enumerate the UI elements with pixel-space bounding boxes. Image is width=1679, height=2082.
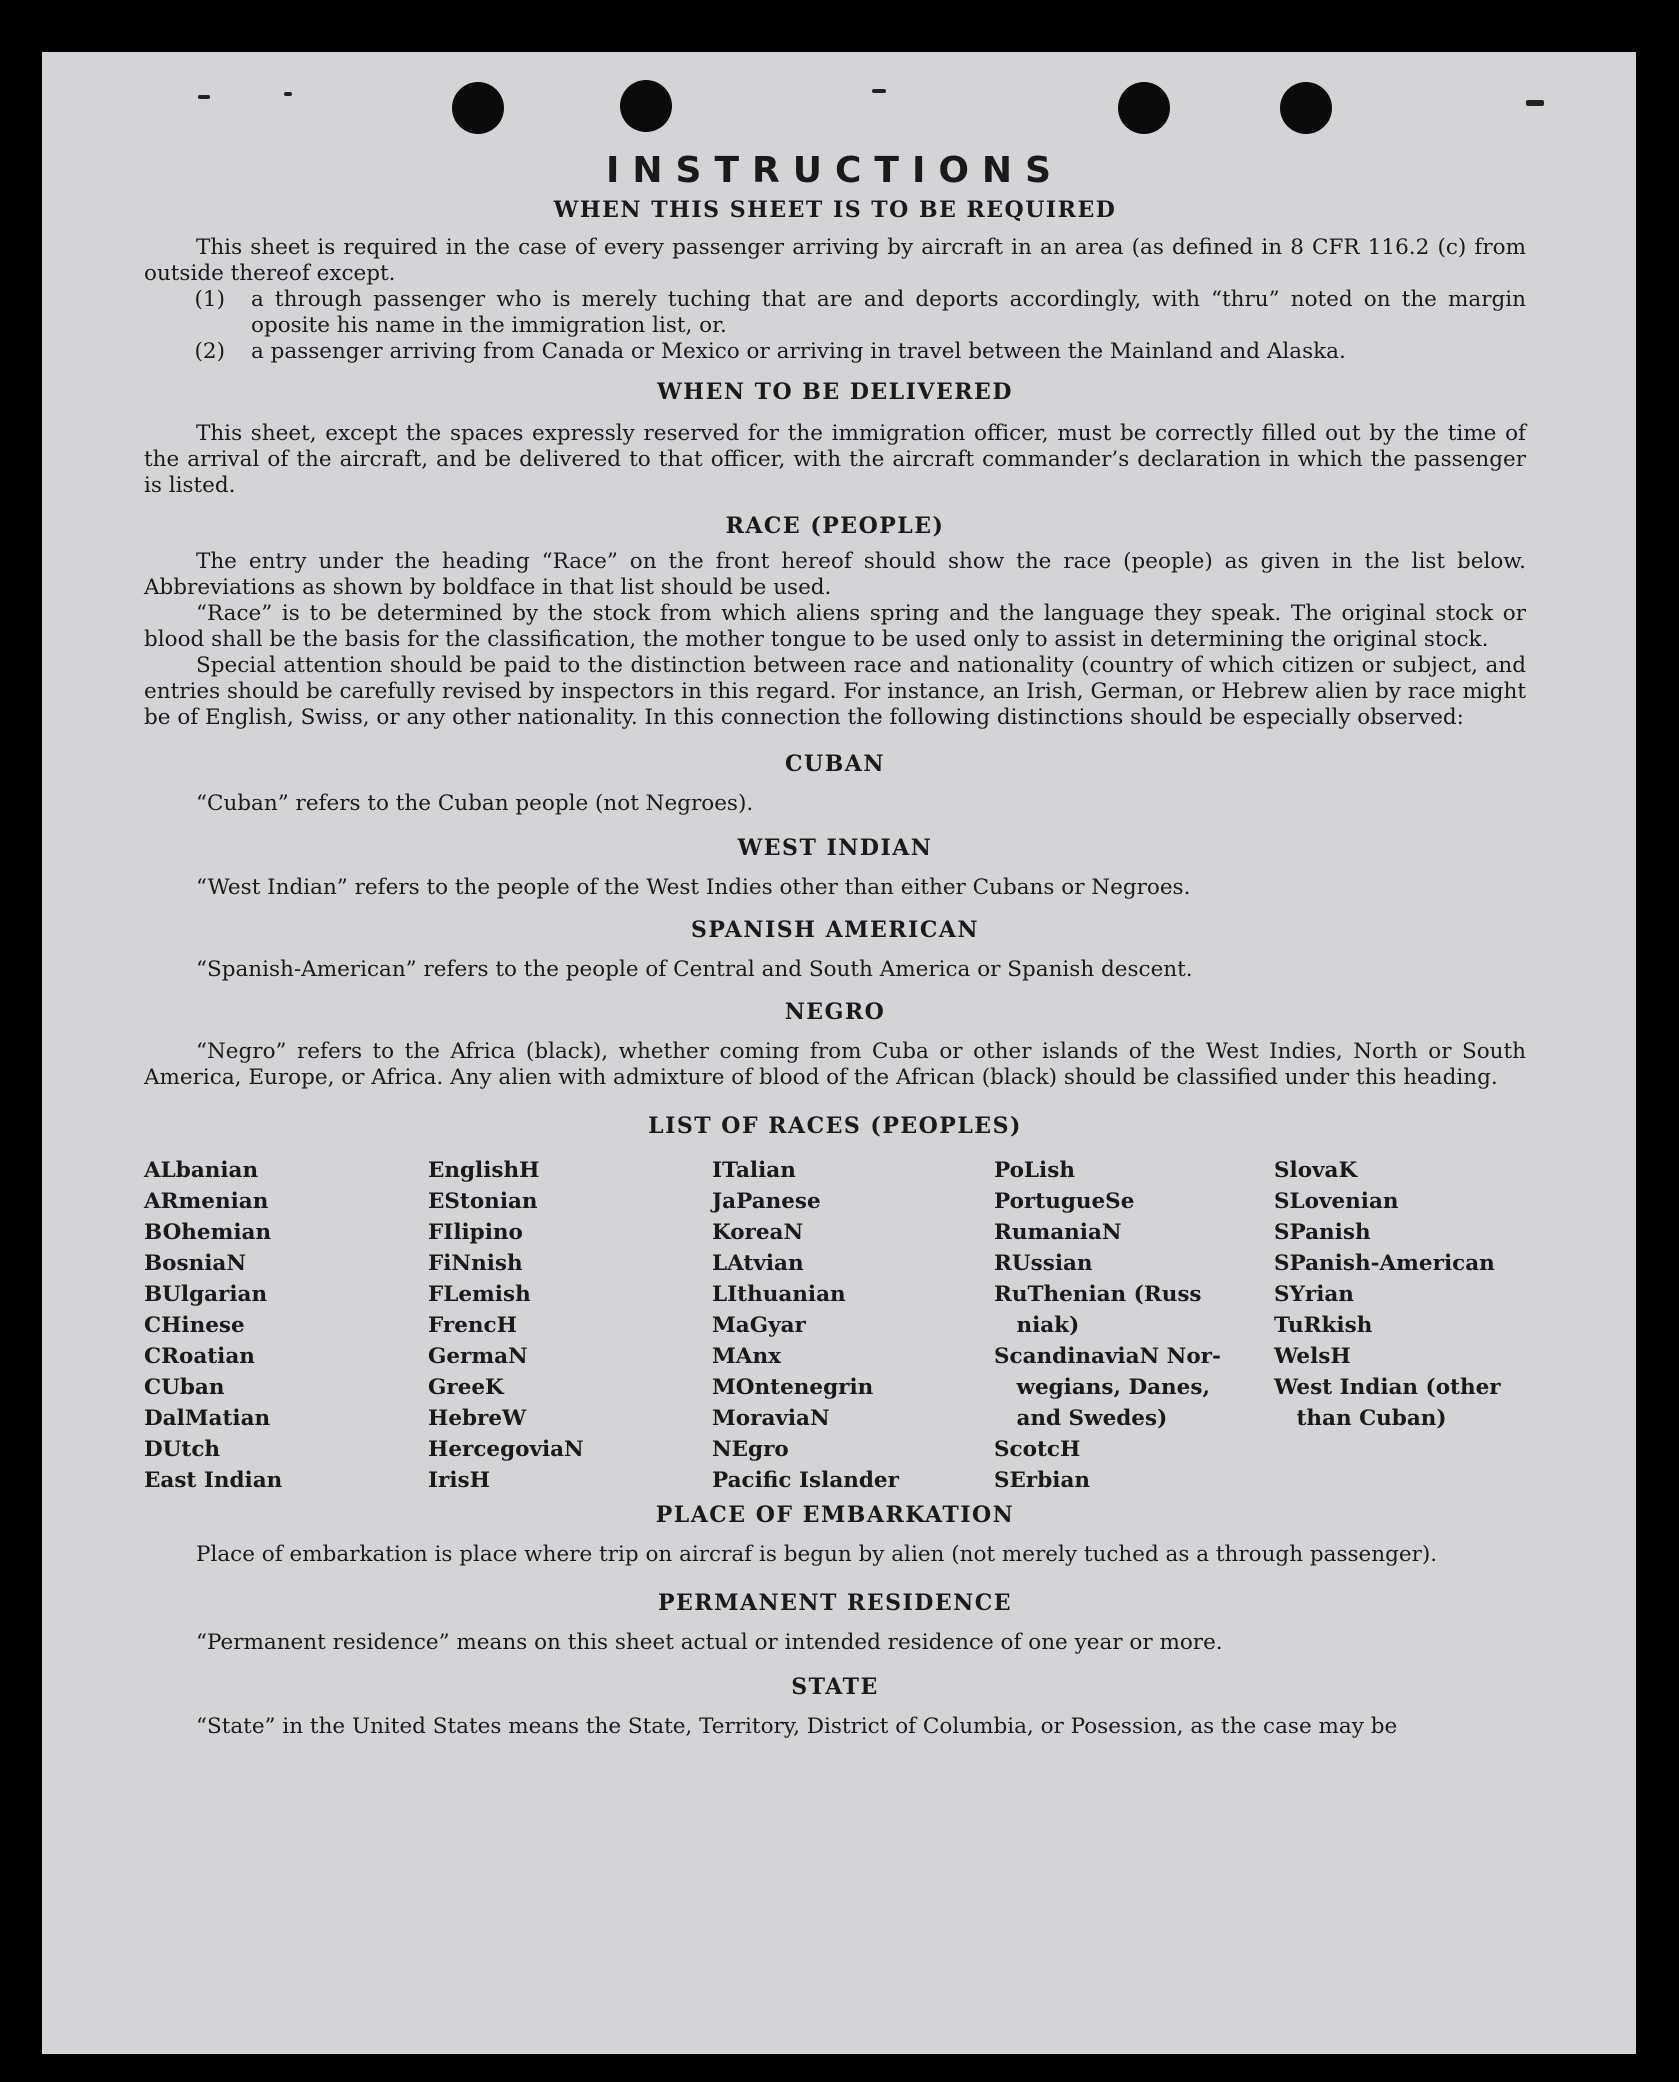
west-indian-text: “West Indian” refers to the people of the West Indies other than either Cubans or Negroes. — [196, 875, 1191, 900]
race-entry: ITalian — [712, 1158, 796, 1183]
heading-west-indian: WEST INDIAN — [737, 835, 933, 861]
race-entry: TuRkish — [1274, 1313, 1373, 1338]
race-entry: MaGyar — [712, 1313, 806, 1338]
heading-residence: PERMANENT RESIDENCE — [658, 1590, 1012, 1616]
exception-item — [144, 339, 1526, 365]
race-paragraph-2: “Race” is to be determined by the stock from which aliens spring and the language they speak. The original stock or blood shall be the basis for the classification, the mother tongue to be used only to assist in determining the original stock. — [144, 601, 1526, 652]
when-delivered-text: This sheet, except the spaces expressly reserved for the immigration officer, must be correctly filled out by the time of the arrival of the aircraft, and be delivered to that officer, with the aircraft commander’s declaration in which the passenger is listed. — [144, 421, 1526, 498]
races-column — [712, 1155, 994, 1496]
race-entry: KoreaN — [712, 1220, 804, 1245]
race-entry: PortugueSe — [994, 1189, 1135, 1214]
exception-number: (2) — [194, 339, 225, 364]
heading-race: RACE (PEOPLE) — [725, 513, 945, 539]
heading-list-of-races: LIST OF RACES (PEOPLES) — [648, 1113, 1022, 1139]
race-entry: SPanish — [1274, 1220, 1371, 1245]
race-entry: ScandinaviaN Nor- wegians, Danes, and Swedes) — [994, 1344, 1221, 1431]
race-entry: BOhemian — [144, 1220, 272, 1245]
race-entry: ALbanian — [144, 1158, 259, 1183]
race-entry: West Indian (other than Cuban) — [1274, 1375, 1501, 1431]
heading-spanish-american: SPANISH AMERICAN — [690, 917, 980, 943]
race-entry: ARmenian — [144, 1189, 269, 1214]
spanish-american-text: “Spanish-American” refers to the people of Central and South America or Spanish descent. — [196, 957, 1193, 982]
embarkation-text: Place of embarkation is place where trip on aircraf is begun by alien (not merely tuched as a through passenger). — [196, 1542, 1438, 1567]
exception-number: (1) — [194, 287, 225, 312]
race-entry: SLovenian — [1274, 1189, 1399, 1214]
race-entry: LIthuanian — [712, 1282, 846, 1307]
race-entry: IrisH — [428, 1468, 490, 1493]
race-entry: NEgro — [712, 1437, 789, 1462]
race-entry: CUban — [144, 1375, 225, 1400]
punch-hole — [620, 80, 672, 132]
race-entry: JaPanese — [712, 1189, 821, 1214]
heading-negro: NEGRO — [784, 999, 886, 1025]
residence-text: “Permanent residence” means on this sheet actual or intended residence of one year or more. — [196, 1630, 1223, 1655]
races-list — [144, 1155, 1526, 1496]
race-entry: RuThenian (Russ niak) — [994, 1282, 1202, 1338]
heading-state: STATE — [791, 1674, 879, 1700]
race-entry: EnglishH — [428, 1158, 540, 1183]
heading-when-required: WHEN THIS SHEET IS TO BE REQUIRED — [553, 197, 1117, 223]
race-entry: CHinese — [144, 1313, 245, 1338]
race-entry: FIlipino — [428, 1220, 523, 1245]
race-entry: CRoatian — [144, 1344, 255, 1369]
scan-speck — [1526, 100, 1544, 106]
exception-item — [144, 287, 1526, 339]
race-entry: East Indian — [144, 1468, 283, 1493]
race-entry: FLemish — [428, 1282, 531, 1307]
heading-when-delivered: WHEN TO BE DELIVERED — [657, 379, 1013, 405]
race-entry: DUtch — [144, 1437, 221, 1462]
negro-text: “Negro” refers to the Africa (black), whether coming from Cuba or other islands of the West Indies, North or South America, Europe, or Africa. Any alien with admixture of blood of the African (black) should be classified under this heading. — [144, 1039, 1526, 1090]
race-entry: WelsH — [1274, 1344, 1351, 1369]
race-entry: MoraviaN — [712, 1406, 830, 1431]
race-entry: Pacific Islander — [712, 1468, 899, 1493]
race-entry: SYrian — [1274, 1282, 1354, 1307]
race-paragraph-3: Special attention should be paid to the distinction between race and nationality (country of which citizen or subject, and entries should be carefully revised by inspectors in this regard. For instance, an Irish, German, or Hebrew alien by race might be of English, Swiss, or any other nationality. In this connection the following distinctions should be especially observed: — [144, 653, 1526, 730]
race-entry: RUssian — [994, 1251, 1093, 1276]
race-entry: HebreW — [428, 1406, 527, 1431]
race-entry: RumaniaN — [994, 1220, 1122, 1245]
page-title: INSTRUCTIONS — [606, 150, 1064, 191]
heading-embarkation: PLACE OF EMBARKATION — [655, 1502, 1015, 1528]
instructions-content — [144, 150, 1526, 1740]
exception-text: a through passenger who is merely tuching that are and deports accordingly, with “thru” noted on the margin oposite his name in the immigration list, or. — [251, 287, 1526, 338]
race-entry: DalMatian — [144, 1406, 271, 1431]
when-required-intro: This sheet is required in the case of every passenger arriving by aircraft in an area (as defined in 8 CFR 116.2 (c) from outside thereof except. — [144, 235, 1526, 286]
race-entry: GermaN — [428, 1344, 528, 1369]
punch-hole — [1280, 82, 1332, 134]
race-entry: EStonian — [428, 1189, 538, 1214]
scan-speck — [872, 89, 886, 93]
state-text: “State” in the United States means the State, Territory, District of Columbia, or Posession, as the case may be — [196, 1714, 1398, 1739]
race-entry: SlovaK — [1274, 1158, 1358, 1183]
race-paragraph-1: The entry under the heading “Race” on the front hereof should show the race (people) as given in the list below. Abbreviations as shown by boldface in that list should be used. — [144, 549, 1526, 600]
races-column — [144, 1155, 428, 1496]
race-entry: LAtvian — [712, 1251, 804, 1276]
cuban-text: “Cuban” refers to the Cuban people (not Negroes). — [196, 791, 754, 816]
race-entry: MAnx — [712, 1344, 781, 1369]
race-entry: GreeK — [428, 1375, 504, 1400]
scan-speck — [198, 95, 210, 99]
race-entry: MOntenegrin — [712, 1375, 874, 1400]
race-entry: BosniaN — [144, 1251, 246, 1276]
race-entry: ScotcH — [994, 1437, 1081, 1462]
heading-cuban: CUBAN — [785, 751, 885, 777]
race-entry: PoLish — [994, 1158, 1075, 1183]
races-column — [428, 1155, 712, 1496]
scan-speck — [284, 92, 292, 96]
race-entry: SErbian — [994, 1468, 1091, 1493]
race-entry: HercegoviaN — [428, 1437, 584, 1462]
race-entry: FrencH — [428, 1313, 517, 1338]
races-column — [994, 1155, 1274, 1496]
race-entry: BUlgarian — [144, 1282, 268, 1307]
punch-hole — [1118, 82, 1170, 134]
race-entry: SPanish-American — [1274, 1251, 1495, 1276]
races-column — [1274, 1155, 1526, 1496]
document-sheet — [42, 52, 1636, 2054]
race-entry: FiNnish — [428, 1251, 523, 1276]
punch-hole — [452, 82, 504, 134]
exception-text: a passenger arriving from Canada or Mexico or arriving in travel between the Mainland and Alaska. — [251, 339, 1346, 364]
